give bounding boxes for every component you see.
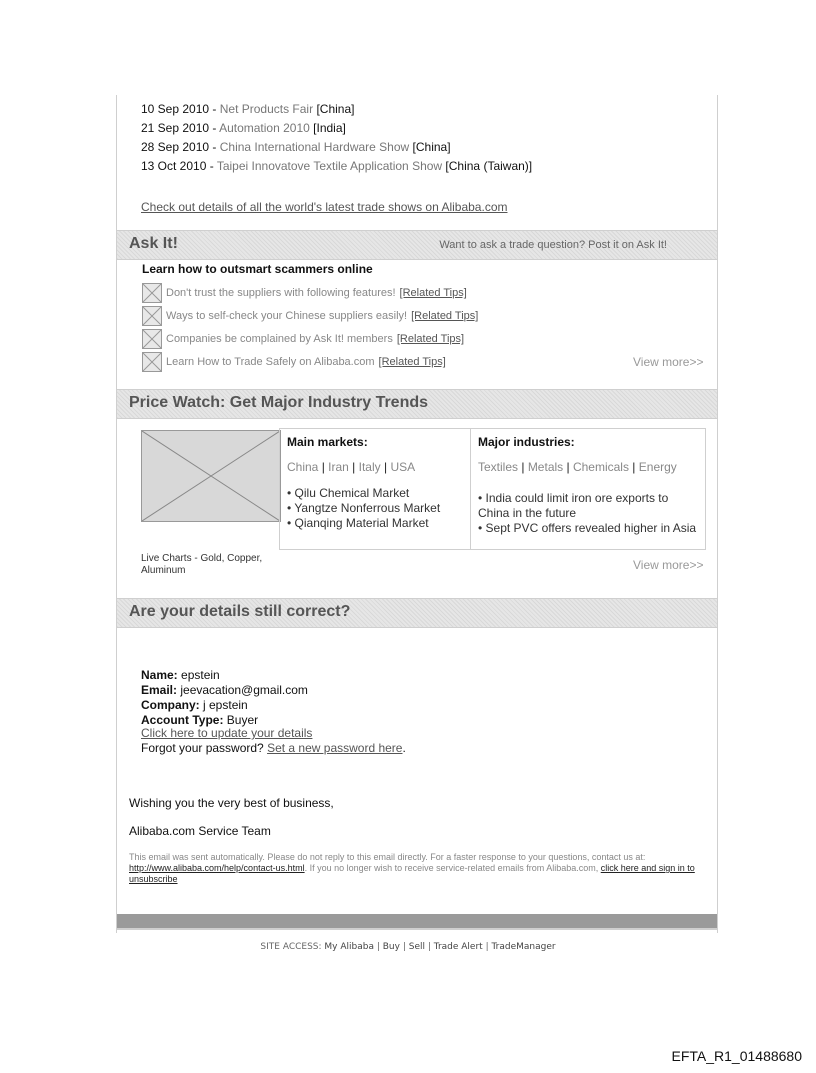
show-name[interactable]: China International Hardware Show: [219, 140, 413, 154]
related-tips-link[interactable]: [Related Tips]: [411, 310, 479, 322]
market-list: [287, 486, 440, 531]
ask-it-prompt[interactable]: Want to ask a trade question? Post it on Ask It!: [439, 239, 667, 251]
tip-row: [142, 306, 478, 326]
price-watch-view-more-link[interactable]: View more>>: [633, 558, 704, 572]
company-value: j epstein: [199, 698, 248, 712]
account-details: [141, 668, 308, 728]
fine-print: [129, 852, 709, 885]
industry-link[interactable]: Textiles: [478, 460, 519, 474]
live-charts-caption[interactable]: Live Charts - Gold, Copper, Aluminum: [141, 553, 263, 576]
trade-show-list: [141, 100, 532, 176]
live-chart-image-placeholder[interactable]: [141, 430, 281, 522]
show-date: 13 Oct 2010 -: [141, 159, 217, 173]
industry-links: [478, 460, 677, 474]
tip-text[interactable]: Learn How to Trade Safely on Alibaba.com: [166, 356, 375, 368]
email-row: [141, 683, 308, 698]
market-links: [287, 460, 415, 474]
market-link[interactable]: Iran: [328, 460, 349, 474]
nav-link-my-alibaba[interactable]: My Alibaba: [324, 942, 374, 952]
closing-wish: Wishing you the very best of business,: [129, 796, 334, 810]
email-value: jeevacation@gmail.com: [177, 683, 308, 697]
details-header-bar: [117, 598, 717, 628]
company-row: [141, 698, 308, 713]
show-country: [China]: [412, 140, 451, 154]
show-date: 21 Sep 2010 -: [141, 121, 220, 135]
tip-text[interactable]: Don't trust the suppliers with following features!: [166, 287, 396, 299]
tip-row: [142, 352, 446, 372]
separator: |: [563, 460, 573, 474]
trade-show-row[interactable]: [141, 119, 532, 138]
industry-link[interactable]: Metals: [527, 460, 564, 474]
market-link[interactable]: China: [287, 460, 319, 474]
separator: |: [399, 942, 409, 952]
tip-row: [142, 283, 467, 303]
ask-it-heading: Learn how to outsmart scammers online: [142, 262, 373, 276]
all-trade-shows-link[interactable]: Check out details of all the world's latest trade shows on Alibaba.com: [141, 200, 508, 214]
separator: |: [380, 460, 391, 474]
details-title: Are your details still correct?: [129, 603, 351, 620]
update-details-link[interactable]: Click here to update your details: [141, 726, 313, 740]
nav-link-trade-alert[interactable]: Trade Alert: [433, 942, 483, 952]
separator: |: [425, 942, 434, 952]
image-placeholder-icon: [142, 283, 162, 303]
major-industries-label: Major industries:: [478, 435, 575, 449]
trade-show-row[interactable]: [141, 100, 532, 119]
show-date: 28 Sep 2010 -: [141, 140, 220, 154]
price-watch-table: [279, 428, 706, 550]
list-item[interactable]: • Qianqing Material Market: [287, 516, 429, 530]
name-label: Name:: [141, 668, 178, 682]
forgot-password-text: Forgot your password?: [141, 741, 268, 755]
tip-text[interactable]: Ways to self-check your Chinese suppliers easily!: [166, 310, 408, 322]
list-item[interactable]: • India could limit iron ore exports to China in the future: [478, 491, 669, 520]
ask-it-view-more-link[interactable]: View more>>: [633, 355, 704, 369]
show-name[interactable]: Taipei Innovatove Textile Application Show: [216, 159, 446, 173]
industry-link[interactable]: Chemicals: [572, 460, 629, 474]
account-type-value: Buyer: [223, 713, 259, 727]
market-link[interactable]: Italy: [358, 460, 381, 474]
related-tips-link[interactable]: [Related Tips]: [378, 356, 446, 368]
punctuation: .: [402, 741, 406, 755]
separator: |: [482, 942, 492, 952]
contact-us-link[interactable]: http://www.alibaba.com/help/contact-us.html: [129, 863, 305, 873]
industry-link[interactable]: Energy: [638, 460, 677, 474]
show-name[interactable]: Net Products Fair: [219, 102, 317, 116]
separator: |: [348, 460, 359, 474]
image-placeholder-icon: [142, 352, 162, 372]
separator: |: [373, 942, 383, 952]
ask-it-title: Ask It!: [129, 235, 178, 252]
nav-link-buy[interactable]: Buy: [382, 942, 400, 952]
email-label: Email:: [141, 683, 178, 697]
document-id: EFTA_R1_01488680: [671, 1048, 802, 1064]
site-access-nav: [0, 942, 816, 952]
list-item[interactable]: • Qilu Chemical Market: [287, 486, 410, 500]
price-watch-title: Price Watch: Get Major Industry Trends: [129, 394, 429, 411]
tip-text[interactable]: Companies be complained by Ask It! members: [166, 333, 393, 345]
related-tips-link[interactable]: [Related Tips]: [396, 333, 465, 345]
site-access-label: SITE ACCESS:: [260, 942, 325, 952]
industry-news-list: [478, 491, 700, 536]
nav-link-sell[interactable]: Sell: [408, 942, 425, 952]
fine-print-text: This email was sent automatically. Please do not reply to this email directly. For a faster response to your questions, contact us at:: [129, 852, 646, 862]
show-date: 10 Sep 2010 -: [141, 102, 220, 116]
trade-show-row[interactable]: [141, 138, 532, 157]
set-password-link[interactable]: Set a new password here: [267, 741, 403, 755]
list-item[interactable]: • Sept PVC offers revealed higher in Asia: [478, 521, 697, 535]
separator: |: [318, 460, 329, 474]
show-name[interactable]: Automation 2010: [219, 121, 314, 135]
show-country: [China]: [316, 102, 355, 116]
fine-print-text: . If you no longer wish to receive service-related emails from Alibaba.com,: [304, 863, 601, 873]
separator: |: [518, 460, 528, 474]
show-country: [India]: [313, 121, 346, 135]
main-markets-column: [280, 429, 471, 549]
footer-bar: [117, 914, 717, 930]
update-section: [141, 726, 406, 756]
unsubscribe-link[interactable]: click here and sign in to unsubscribe: [129, 863, 695, 884]
price-watch-header-bar: [117, 389, 717, 419]
related-tips-link[interactable]: [Related Tips]: [399, 287, 467, 299]
tip-row: [142, 329, 464, 349]
image-placeholder-icon: [142, 329, 162, 349]
list-item[interactable]: • Yangtze Nonferrous Market: [287, 501, 441, 515]
trade-show-row[interactable]: [141, 157, 532, 176]
company-label: Company:: [141, 698, 200, 712]
market-link[interactable]: USA: [390, 460, 416, 474]
main-markets-label: Main markets:: [287, 435, 368, 449]
separator: |: [628, 460, 639, 474]
signature-team: Alibaba.com Service Team: [129, 824, 271, 838]
ask-it-header-bar: [117, 230, 717, 260]
image-placeholder-icon: [142, 306, 162, 326]
name-row: [141, 668, 308, 683]
account-type-label: Account Type:: [141, 713, 224, 727]
major-industries-column: [471, 429, 703, 549]
nav-link-trademanager[interactable]: TradeManager: [491, 942, 556, 952]
name-value: epstein: [177, 668, 220, 682]
show-country: [China (Taiwan)]: [445, 159, 533, 173]
